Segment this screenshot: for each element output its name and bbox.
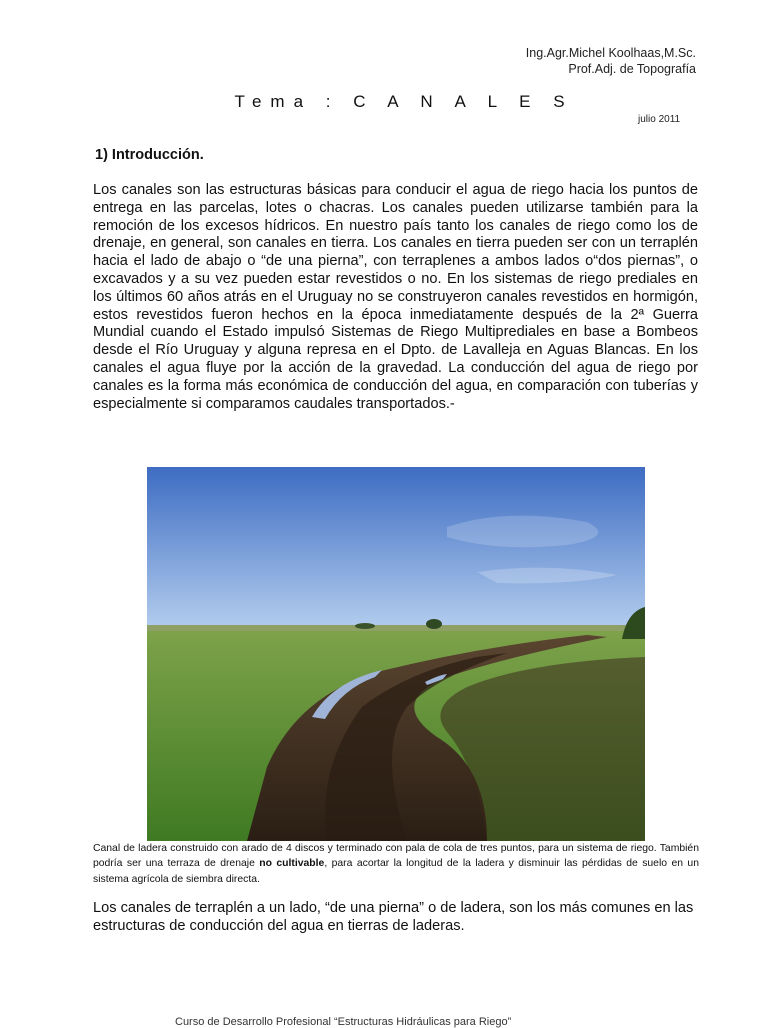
section-heading: 1) Introducción. <box>95 147 204 163</box>
photo-sky <box>147 467 645 629</box>
caption-text-end: , para acortar la longitud de la ladera y disminuir las pérdidas de suelo en un sistema agrícola de siembra directa. <box>93 858 699 885</box>
caption-emphasis: no cultivable <box>259 858 325 870</box>
caption-text: Canal de ladera construido con arado de 4 discos y terminado con pala de cola de tres puntos, para un sistema de riego. También podría ser una terraza de drenaje <box>93 843 699 870</box>
photo-caption <box>93 841 699 887</box>
page-footer: Curso de Desarrollo Profesional “Estructuras Hidráulicas para Riego” <box>175 1016 512 1028</box>
second-paragraph: Los canales de terraplén a un lado, “de una pierna” o de ladera, son los más comunes en las estructuras de conducción del agua en tierras de laderas. <box>93 900 694 934</box>
photo-tree <box>426 619 442 629</box>
document-date: julio 2011 <box>638 114 681 125</box>
author-block <box>526 45 696 77</box>
author-name: Ing.Agr.Michel Koolhaas,M.Sc. <box>525 46 696 60</box>
photo-tree <box>355 623 375 629</box>
intro-paragraph <box>93 182 698 413</box>
canal-photo <box>147 467 645 841</box>
document-title: Tema : C A N A L E S <box>234 92 574 111</box>
intro-text: Los canales son las estructuras básicas para conducir el agua de riego hacia los puntos de entrega en las parcelas, lotes o chacras. Los canales pueden utilizarse también para la remoción de los excesos hídricos. En nuestro país tanto los canales de riego como los de drenaje, en general, son canales en tierra. Los canales en tierra pueden ser con un terraplén hacia el lado de abajo o “de una pierna”, con terraplenes a ambos lados o“dos piernas”, o excavados y a su vez pueden estar revestidos o no. En los sistemas de riego prediales en los últimos 60 años atrás en el Uruguay no se construyeron canales revestidos en hormigón, estos revestidos fueron hechos en la época inmediatamente después de la 2ª Guerra Mundial cuando el Estado impulsó Sistemas de Riego Multiprediales en base a Bombeos desde el Río Uruguay y alguna represa en el Dpto. de Lavalleja en Aguas Blancas. En los canales el agua fluye por la acción de la gravedad. La conducción del agua de riego por canales es la forma más económica de conducción del agua, en comparación con tuberías y especialmente si comparamos caudales transportados.- <box>93 182 698 412</box>
author-position: Prof.Adj. de Topografía <box>568 62 696 76</box>
